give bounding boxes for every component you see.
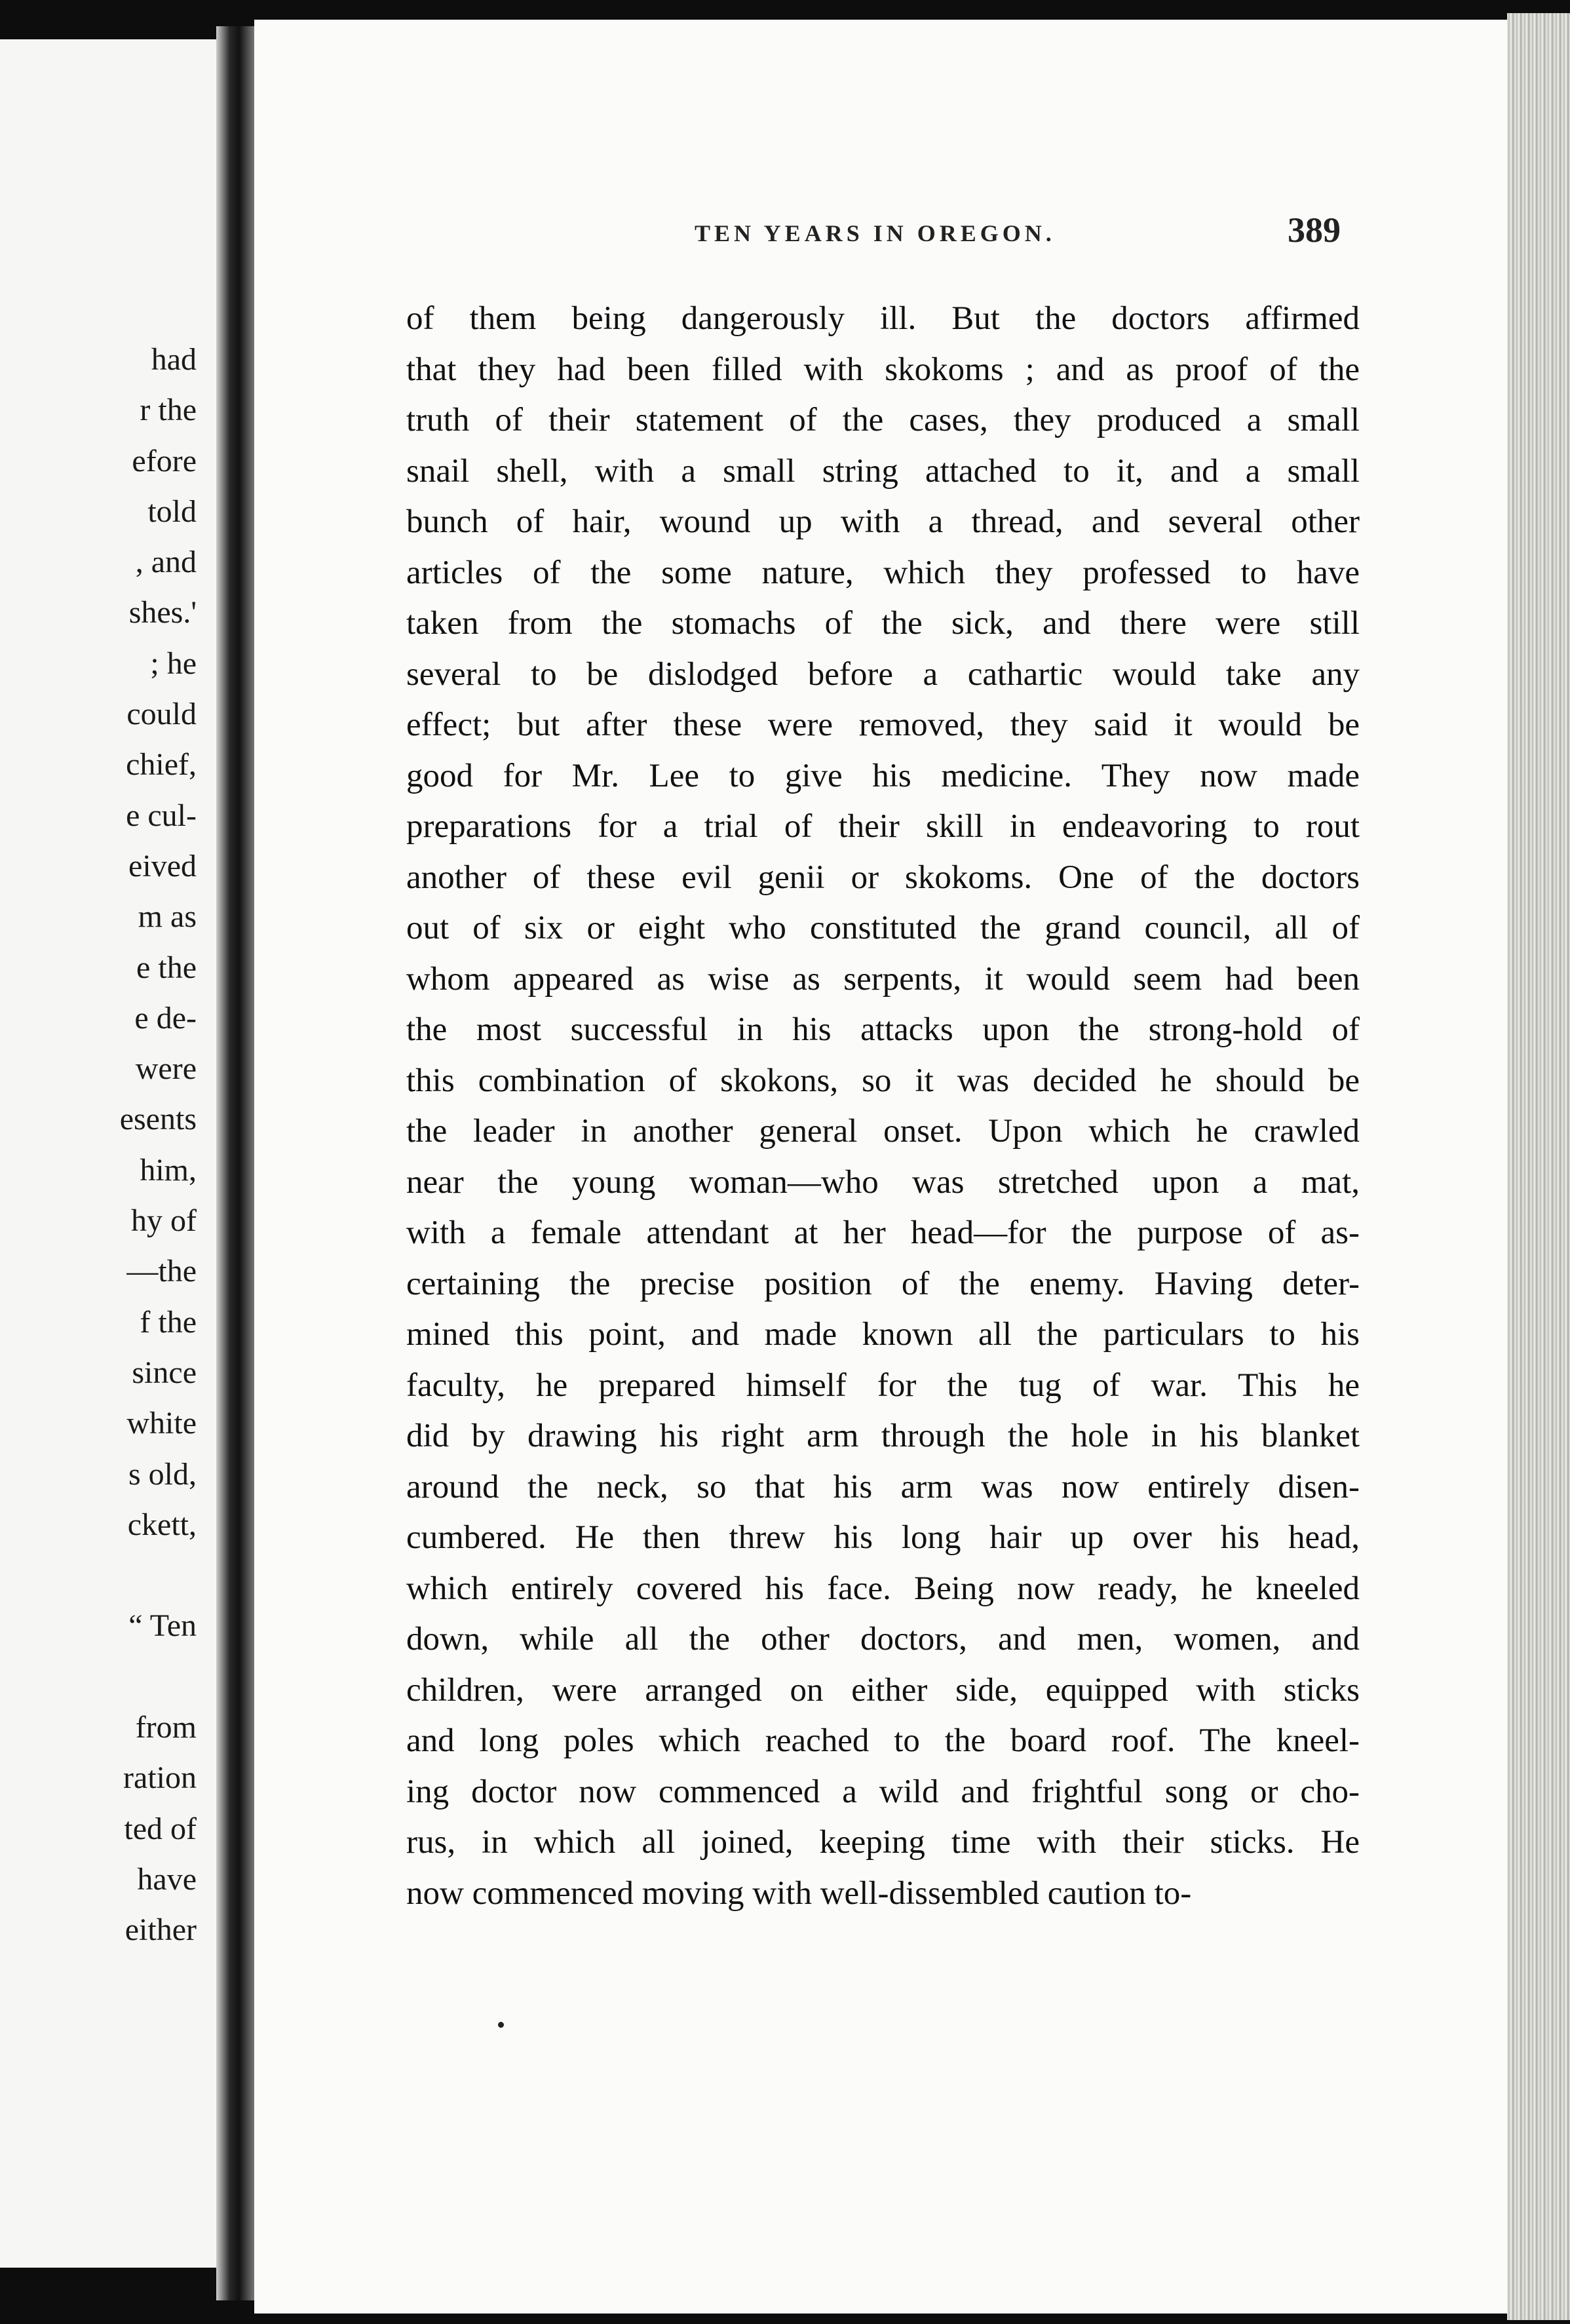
left-page-line: r the [140,393,197,428]
body-text [406,294,1360,1919]
left-page-line: have [137,1861,197,1897]
left-page-line: hy of [131,1203,197,1239]
left-page-line: m as [138,899,197,935]
left-page-line: eived [128,848,197,883]
running-head: TEN YEARS IN OREGON. [695,220,1056,246]
left-page-line: e the [136,950,197,985]
text-line: ing doctor now commenced a wild and frightful song or cho- [406,1773,1360,1810]
left-page-line: efore [132,443,197,478]
text-line: effect; but after these were removed, they said it would be [406,707,1360,743]
left-page-line: s old, [128,1456,197,1492]
text-line: cumbered. He then threw his long hair up over his head, [406,1519,1360,1556]
left-page-line: ; he [150,646,197,681]
text-line: near the young woman—who was stretched upon a mat, [406,1163,1360,1201]
text-line: another of these evil genii or skokoms. One of the doctors [406,859,1360,896]
text-line: the leader in another general onset. Upon which he crawled [406,1113,1360,1150]
text-line: down, while all the other doctors, and men, women, and [406,1621,1360,1657]
text-line: and long poles which reached to the board roof. The kneel- [406,1722,1360,1759]
text-line: of them being dangerously ill. But the doctors affirmed [406,300,1360,337]
left-page-line [0,1652,197,1702]
text-line: bunch of hair, wound up with a thread, and several other [406,503,1360,540]
text-line: around the neck, so that his arm was now entirely disen- [406,1468,1360,1505]
text-line: certaining the precise position of the enemy. Having deter- [406,1265,1360,1302]
text-line: preparations for a trial of their skill in endeavoring to rout [406,808,1360,845]
left-page-line: ckett, [127,1507,197,1542]
text-line: children, were arranged on either side, equipped with sticks [406,1671,1360,1709]
left-page-line: had [151,342,197,377]
page-edges [1507,13,1570,2320]
left-page-line: ted of [124,1811,197,1846]
left-page-line: either [124,1912,197,1948]
left-page-line: were [135,1051,197,1087]
left-page-line: —the [126,1254,197,1289]
page-number: 389 [1288,210,1341,250]
left-page-line: chief, [126,747,197,783]
text-line: whom appeared as wise as serpents, it would seem had been [406,960,1360,997]
text-line: that they had been filled with skokoms ; and as proof of the [406,351,1360,388]
text-line: faculty, he prepared himself for the tug of war. This he [406,1366,1360,1404]
text-line: several to be dislodged before a cathartic would take any [406,655,1360,693]
left-page-line: esents [119,1102,197,1137]
left-page-line: “ Ten [128,1608,197,1644]
text-line: with a female attendant at her head—for the purpose of as- [406,1214,1360,1251]
text-line: mined this point, and made known all the particulars to his [406,1316,1360,1353]
left-page-line: e de- [134,1000,197,1036]
left-page-line [0,1550,197,1600]
left-page-line: him, [140,1152,197,1188]
left-page-line: could [126,697,197,732]
left-page [0,39,228,2268]
left-page-line: since [132,1355,197,1390]
text-line: out of six or eight who constituted the grand council, all of [406,910,1360,946]
left-page-line: told [147,494,197,529]
text-line: articles of the some nature, which they professed to have [406,554,1360,591]
text-line: truth of their statement of the cases, they produced a small [406,402,1360,438]
ink-speck [498,2022,504,2028]
text-line: snail shell, with a small string attached to it, and a small [406,452,1360,490]
text-line: good for Mr. Lee to give his medicine. They now made [406,757,1360,794]
left-page-line: white [126,1406,197,1441]
text-line: the most successful in his attacks upon the strong-hold of [406,1011,1360,1048]
left-page-text [0,334,197,1956]
text-line: did by drawing his right arm through the hole in his blanket [406,1418,1360,1454]
left-page-line: from [135,1710,197,1745]
left-page-line: e cul- [126,798,197,833]
left-page-line: shes.' [128,595,197,630]
left-page-line: ration [123,1760,197,1796]
text-line: this combination of skokons, so it was decided he should be [406,1062,1360,1099]
text-line: taken from the stomachs of the sick, and there were still [406,605,1360,642]
left-page-line: , and [135,545,197,580]
text-line: rus, in which all joined, keeping time with their sticks. He [406,1824,1360,1861]
left-page-line: f the [140,1304,197,1340]
text-line: which entirely covered his face. Being now ready, he kneeled [406,1570,1360,1607]
text-line: now commenced moving with well-dissembled caution to- [406,1874,1192,1912]
book-gutter [216,26,254,2300]
